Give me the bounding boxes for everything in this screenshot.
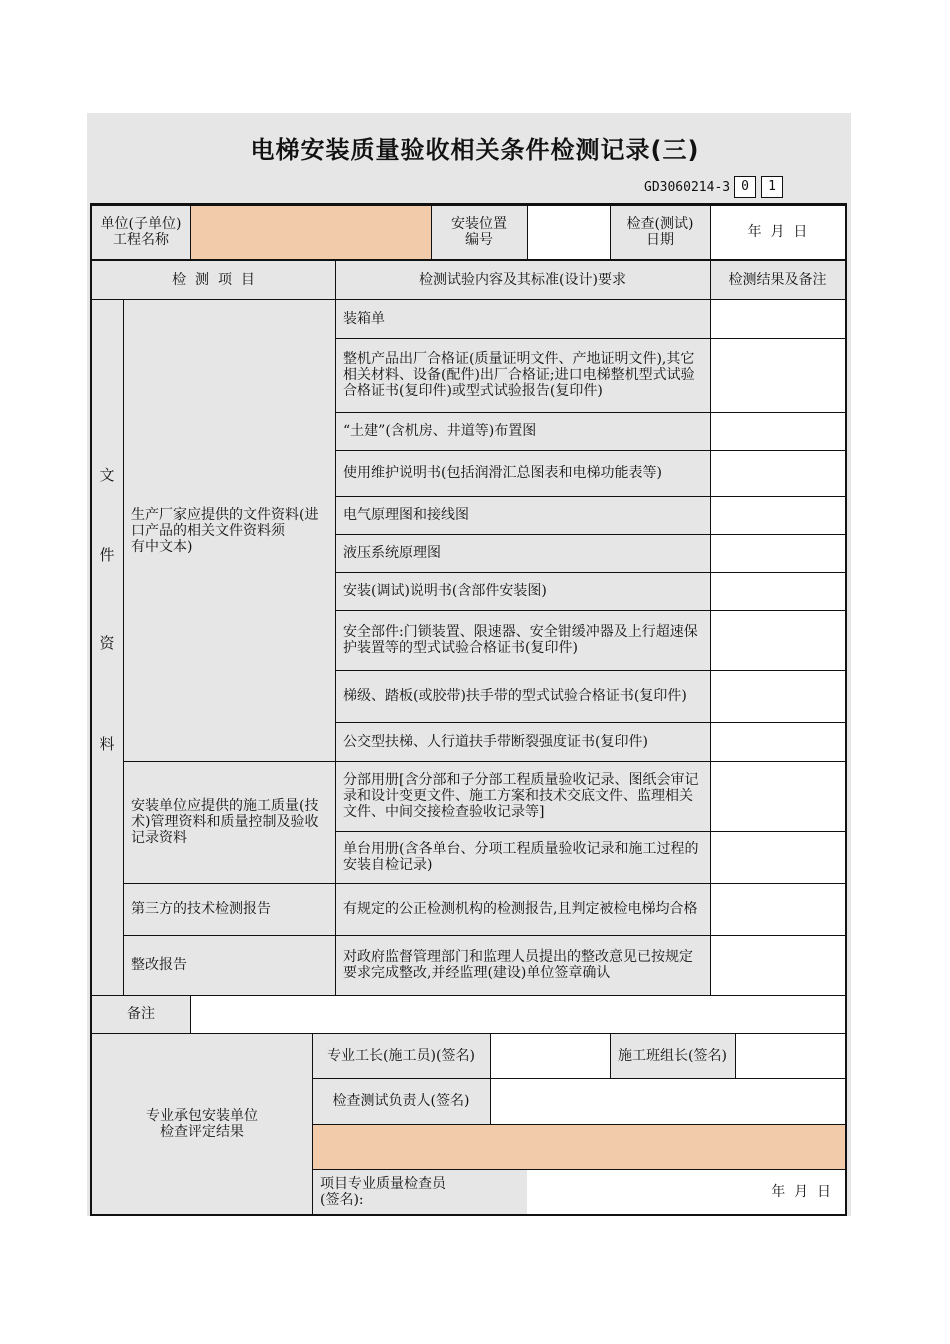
install-position-label: 安装位置 编号 <box>431 205 527 259</box>
result-cell[interactable] <box>710 935 845 995</box>
border-line <box>431 205 432 260</box>
border-line <box>335 496 847 497</box>
check-date-input[interactable]: 年 月 日 <box>710 205 845 259</box>
category-char: 件 <box>99 546 115 564</box>
requirement-item: 使用维护说明书(包括润滑汇总图表和电梯功能表等) <box>335 450 710 496</box>
group-label-manufacturer: 生产厂家应提供的文件资料(进口产品的相关文件资料须 有中文本) <box>123 300 335 761</box>
border-line <box>123 935 847 936</box>
requirement-item: 梯级、踏板(或胶带)扶手带的型式试验合格证书(复印件) <box>335 670 710 722</box>
border-line <box>735 1033 736 1078</box>
remarks-input[interactable] <box>190 995 845 1033</box>
result-cell[interactable] <box>710 883 845 935</box>
border-line <box>90 259 847 261</box>
requirement-item: “土建”(含机房、井道等)布置图 <box>335 412 710 450</box>
border-line <box>90 299 847 300</box>
category-char: 文 <box>99 466 115 484</box>
border-line <box>610 1033 611 1078</box>
result-cell[interactable] <box>710 610 845 670</box>
result-cell[interactable] <box>710 450 845 496</box>
border-line <box>190 205 191 260</box>
requirement-item: 分部用册[含分部和子分部工程质量验收记录、图纸会审记录和设计变更文件、施工方案和技术交底文件、监理相关文件、中间交接检查验收记录等] <box>335 761 710 831</box>
border-line <box>90 1033 847 1034</box>
result-cell[interactable] <box>710 761 845 831</box>
group-label-installer: 安装单位应提供的施工质量(技术)管理资料和质量控制及验收记录资料 <box>123 761 335 883</box>
requirement-item: 单台用册(含各单台、分项工程质量验收记录和施工过程的安装自检记录) <box>335 831 710 883</box>
result-cell[interactable] <box>710 412 845 450</box>
requirement-item: 整机产品出厂合格证(质量证明文件、产地证明文件),其它相关材料、设备(配件)出厂合格证;进口电梯整机型式试验合格证书(复印件)或型式试验报告(复印件) <box>335 338 710 412</box>
result-cell[interactable] <box>710 496 845 534</box>
border-line <box>335 338 847 339</box>
result-cell[interactable] <box>710 534 845 572</box>
category-char: 料 <box>99 735 115 753</box>
column-header-result: 检测结果及备注 <box>710 261 845 299</box>
border-line <box>90 1214 847 1216</box>
code-box-2: 1 <box>761 176 783 198</box>
border-line <box>90 995 847 996</box>
border-line <box>90 203 92 1216</box>
category-char: 资 <box>99 634 115 652</box>
border-line <box>335 610 847 611</box>
border-line <box>123 761 847 762</box>
form-code: GD3060214-3 <box>644 180 731 195</box>
result-cell[interactable] <box>710 338 845 412</box>
remarks-label: 备注 <box>92 995 190 1033</box>
border-line <box>312 1169 847 1170</box>
border-line <box>312 1124 847 1125</box>
border-line <box>710 205 711 995</box>
border-line <box>335 722 847 723</box>
border-line <box>123 883 847 884</box>
requirement-item: 对政府监督管理部门和监理人员提出的整改意见已按规定要求完成整改,并经监理(建设)单位签章确认 <box>335 935 710 995</box>
border-line <box>335 670 847 671</box>
install-position-input[interactable] <box>527 205 610 259</box>
border-line <box>335 572 847 573</box>
border-line <box>335 412 847 413</box>
code-box-1: 0 <box>734 176 756 198</box>
border-line <box>527 205 528 260</box>
border-line <box>312 1033 313 1214</box>
group-label-third-party: 第三方的技术检测报告 <box>123 883 335 935</box>
team-leader-label: 施工班组长(签名) <box>610 1033 735 1078</box>
evaluation-label: 专业承包安装单位 检查评定结果 <box>92 1033 312 1214</box>
requirement-item: 电气原理图和接线图 <box>335 496 710 534</box>
border-line <box>190 995 191 1033</box>
result-cell[interactable] <box>710 572 845 610</box>
page-title: 电梯安装质量验收相关条件检测记录(三) <box>250 136 700 164</box>
unit-name-input[interactable] <box>190 205 431 259</box>
border-line <box>610 205 611 260</box>
border-line <box>335 450 847 451</box>
border-line <box>845 203 847 1216</box>
evaluation-result-input[interactable] <box>312 1124 845 1169</box>
border-line <box>335 261 336 995</box>
inspector-label: 项目专业质量检查员 (签名): <box>312 1169 527 1214</box>
border-line <box>312 1078 847 1079</box>
border-line <box>335 831 847 832</box>
unit-label: 单位(子单位) 工程名称 <box>92 205 190 259</box>
check-date-label: 检查(测试) 日期 <box>610 205 710 259</box>
result-cell[interactable] <box>710 670 845 722</box>
requirement-item: 液压系统原理图 <box>335 534 710 572</box>
test-leader-signature[interactable] <box>490 1078 845 1124</box>
foreman-signature[interactable] <box>490 1033 610 1078</box>
requirement-item: 安全部件:门锁装置、限速器、安全钳缓冲器及上行超速保护装置等的型式试验合格证书(复印件) <box>335 610 710 670</box>
result-cell[interactable] <box>710 722 845 761</box>
team-leader-signature[interactable] <box>735 1033 845 1078</box>
requirement-item: 装箱单 <box>335 300 710 338</box>
foreman-label: 专业工长(施工员)(签名) <box>312 1033 490 1078</box>
column-header-requirement: 检测试验内容及其标准(设计)要求 <box>335 261 710 299</box>
requirement-item: 公交型扶梯、人行道扶手带断裂强度证书(复印件) <box>335 722 710 761</box>
group-label-rectification: 整改报告 <box>123 935 335 995</box>
border-line <box>335 534 847 535</box>
inspector-date[interactable]: 年 月 日 <box>527 1169 845 1214</box>
border-line <box>90 203 847 206</box>
requirement-item: 有规定的公正检测机构的检测报告,且判定被检电梯均合格 <box>335 883 710 935</box>
result-cell[interactable] <box>710 831 845 883</box>
requirement-item: 安装(调试)说明书(含部件安装图) <box>335 572 710 610</box>
border-line <box>123 299 124 995</box>
column-header-item: 检 测 项 目 <box>92 261 335 299</box>
border-line <box>490 1033 491 1124</box>
result-cell[interactable] <box>710 300 845 338</box>
test-leader-label: 检查测试负责人(签名) <box>312 1078 490 1124</box>
